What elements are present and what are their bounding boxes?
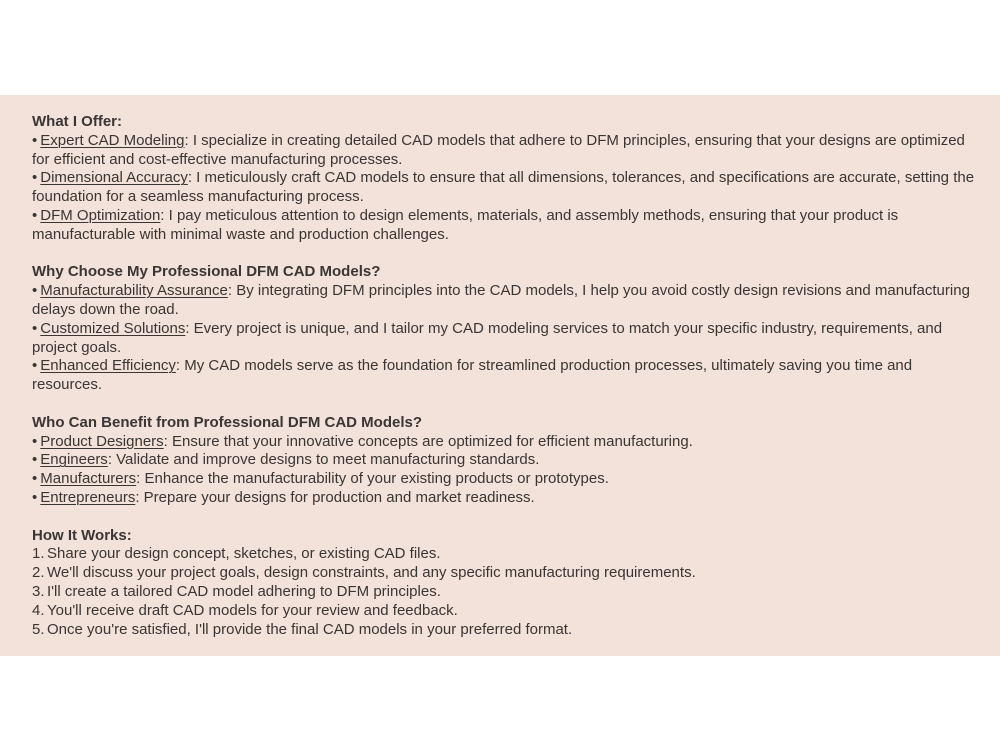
how-step: [32, 564, 980, 583]
why-term: Customized Solutions: [40, 319, 186, 337]
why-term: Manufacturability Assurance: [40, 282, 228, 300]
why-text: : My CAD models serve as the foundation for streamlined production processes, ultimately saving you time and resources.: [32, 357, 913, 394]
content-panel: [0, 95, 1000, 656]
step-number: 4.: [32, 601, 45, 619]
offer-text: : I specialize in creating detailed CAD models that adhere to DFM principles, ensuring that your designs are optimized for efficient and cost-effective manufacturing processes.: [32, 131, 965, 168]
how-step: [32, 602, 980, 621]
offer-term: DFM Optimization: [40, 206, 161, 224]
step-number: 5.: [32, 620, 45, 638]
offer-item: [32, 132, 980, 170]
who-term: Product Designers: [40, 432, 164, 450]
why-item: [32, 282, 980, 320]
why-text: : Every project is unique, and I tailor my CAD modeling services to match your specific industry, requirements, and project goals.: [32, 319, 943, 356]
step-text: Once you're satisfied, I'll provide the final CAD models in your preferred format.: [47, 620, 573, 638]
who-item: [32, 433, 980, 452]
who-term: Engineers: [40, 451, 108, 469]
who-heading: Who Can Benefit from Professional DFM CAD Models?: [32, 413, 423, 431]
who-text: : Validate and improve designs to meet manufacturing standards.: [107, 451, 540, 469]
how-step: [32, 621, 980, 640]
offer-item: [32, 207, 980, 245]
step-text: You'll receive draft CAD models for your review and feedback.: [47, 601, 458, 619]
who-term: Entrepreneurs: [40, 488, 136, 506]
who-item: [32, 470, 980, 489]
how-heading: How It Works:: [32, 526, 132, 544]
offer-term: Expert CAD Modeling: [40, 131, 185, 149]
why-term: Enhanced Efficiency: [40, 357, 176, 375]
how-section: [32, 527, 980, 640]
how-step: [32, 545, 980, 564]
offer-section: [32, 113, 980, 245]
who-item: [32, 489, 980, 508]
bullet: •: [32, 357, 38, 375]
bullet: •: [32, 169, 38, 187]
why-heading: Why Choose My Professional DFM CAD Models?: [32, 263, 381, 281]
offer-heading: What I Offer:: [32, 113, 122, 130]
why-item: [32, 320, 980, 358]
bullet: •: [32, 488, 38, 506]
who-text: : Ensure that your innovative concepts are optimized for efficient manufacturing.: [163, 432, 693, 450]
who-text: : Enhance the manufacturability of your existing products or prototypes.: [136, 470, 609, 488]
step-text: Share your design concept, sketches, or existing CAD files.: [47, 545, 441, 563]
why-item: [32, 357, 980, 395]
who-section: [32, 414, 980, 508]
how-step: [32, 583, 980, 602]
bullet: •: [32, 282, 38, 300]
why-text: : By integrating DFM principles into the CAD models, I help you avoid costly design revisions and manufacturing delays down the road.: [32, 282, 970, 318]
step-text: I'll create a tailored CAD model adhering to DFM principles.: [47, 582, 441, 600]
offer-item: [32, 169, 980, 207]
bullet: •: [32, 432, 38, 450]
step-number: 1.: [32, 545, 45, 563]
bullet: •: [32, 131, 38, 149]
offer-term: Dimensional Accuracy: [40, 169, 188, 187]
bullet: •: [32, 451, 38, 469]
step-number: 3.: [32, 582, 45, 600]
offer-text: : I meticulously craft CAD models to ensure that all dimensions, tolerances, and specifications are accurate, setting the foundation for a seamless manufacturing process.: [32, 169, 975, 206]
step-number: 2.: [32, 564, 45, 582]
why-section: [32, 263, 980, 395]
who-item: [32, 451, 980, 470]
bullet: •: [32, 470, 38, 488]
offer-text: : I pay meticulous attention to design elements, materials, and assembly methods, ensuring that your product is manufacturable with minimal waste and production challenges.: [32, 206, 899, 243]
who-term: Manufacturers: [40, 470, 137, 488]
step-text: We'll discuss your project goals, design constraints, and any specific manufacturing requirements.: [47, 564, 696, 582]
bullet: •: [32, 319, 38, 337]
bullet: •: [32, 206, 38, 224]
who-text: : Prepare your designs for production and market readiness.: [135, 488, 535, 506]
